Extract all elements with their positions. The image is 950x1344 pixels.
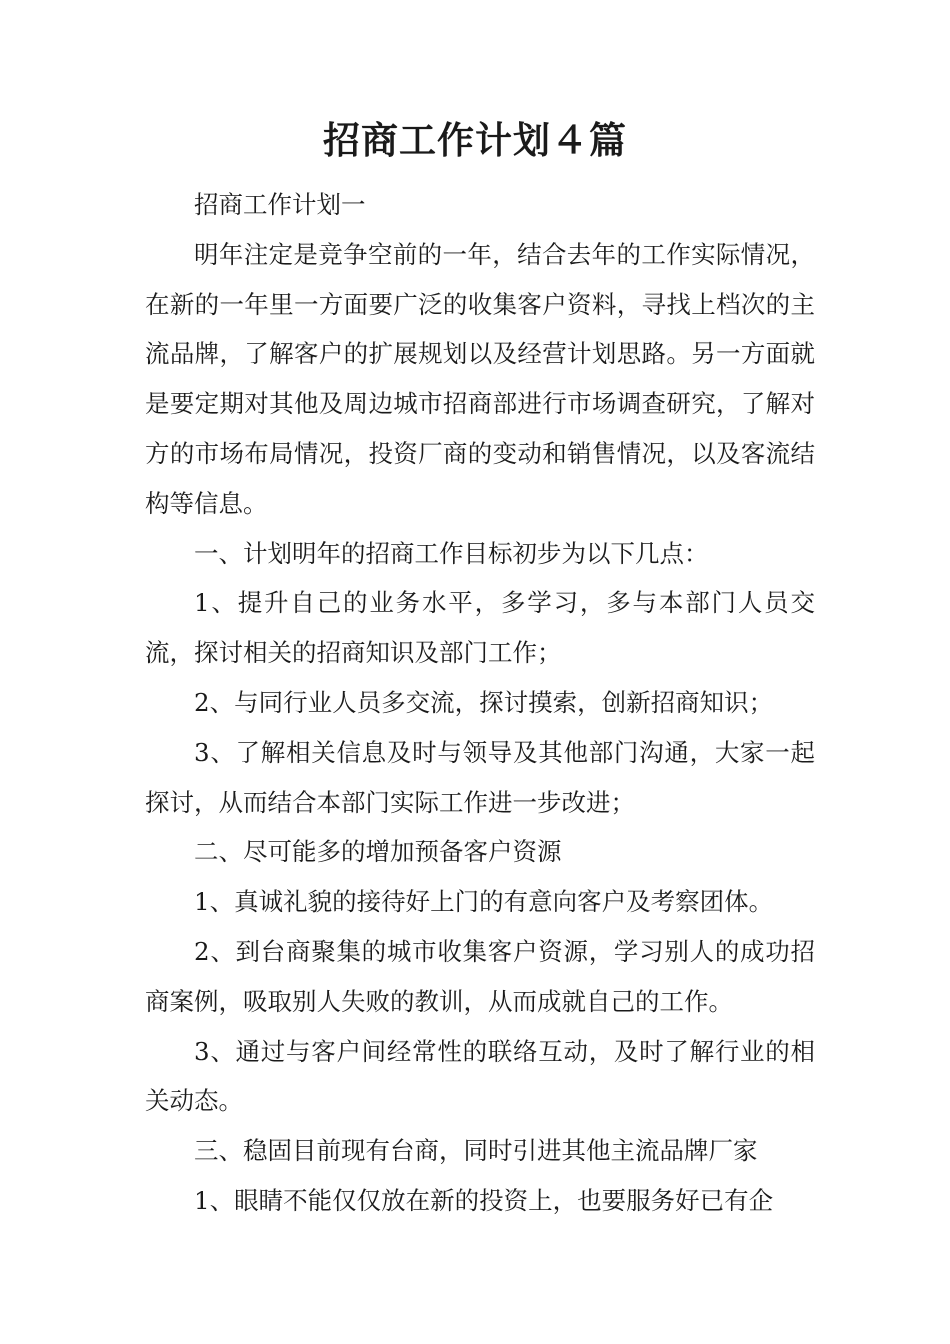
list-item: 2、到台商聚集的城市收集客户资源，学习别人的成功招商案例，吸取别人失败的教训，从而成就自己的工作。 (145, 936, 815, 1016)
list-item: 3、了解相关信息及时与领导及其他部门沟通，大家一起探讨，从而结合本部门实际工作进一步改进； (145, 737, 815, 817)
list-item: 1、眼睛不能仅仅放在新的投资上，也要服务好已有企 (194, 1185, 774, 1215)
paragraph: 明年注定是竞争空前的一年，结合去年的工作实际情况，在新的一年里一方面要广泛的收集客户资料，寻找上档次的主流品牌，了解客户的扩展规划以及经营计划思路。另一方面就是要定期对其他及周边城市招商部进行市场调查研究，了解对方的市场布局情况，投资厂商的变动和销售情况，以及客流结构等信息。 (145, 239, 815, 518)
list-item: 1、真诚礼貌的接待好上门的有意向客户及考察团体。 (194, 887, 774, 917)
list-item: 2、与同行业人员多交流，探讨摸索，创新招商知识； (194, 687, 774, 717)
list-item: 1、提升自己的业务水平，多学习，多与本部门人员交流，探讨相关的招商知识及部门工作； (145, 588, 815, 668)
section-heading: 招商工作计划一 (194, 190, 366, 219)
document-title: 招商工作计划４篇 (323, 118, 627, 162)
list-heading: 三、稳固目前现有台商，同时引进其他主流品牌厂家 (194, 1136, 758, 1166)
list-heading: 一、计划明年的招商工作目标初步为以下几点： (194, 538, 709, 568)
list-heading: 二、尽可能多的增加预备客户资源 (194, 837, 562, 867)
document-body (145, 180, 815, 1226)
list-item: 3、通过与客户间经常性的联络互动，及时了解行业的相关动态。 (145, 1036, 815, 1116)
